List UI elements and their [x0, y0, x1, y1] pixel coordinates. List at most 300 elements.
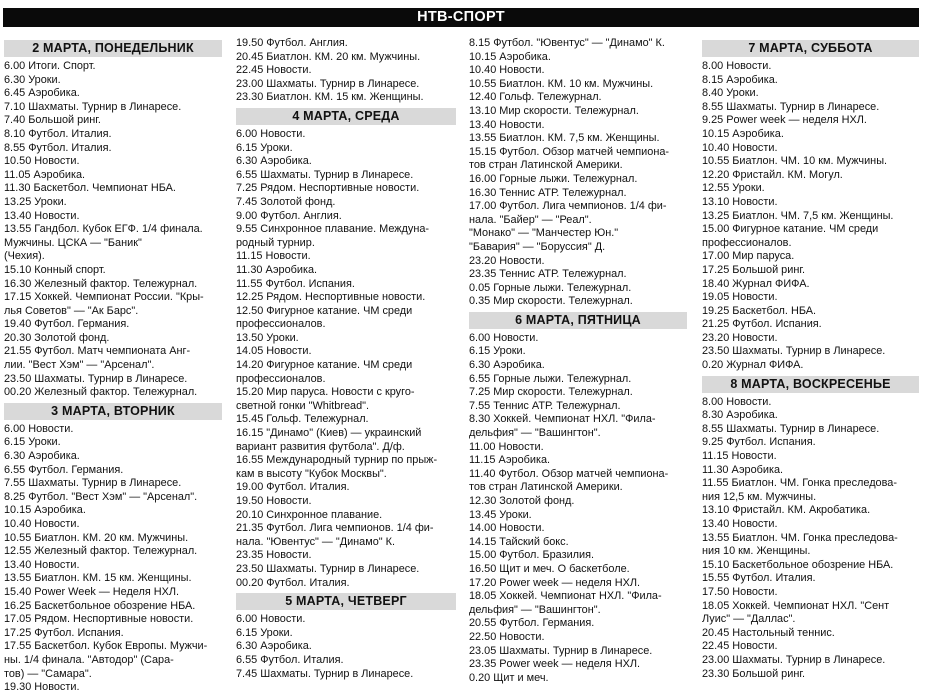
- channel-title: НТВ-СПОРТ: [3, 8, 919, 27]
- program-entry-line: нала. "Ювентус" — "Динамо" К.: [236, 535, 396, 548]
- program-entry: [4, 101, 222, 115]
- program-entry-line: 7.55 Шахматы. Турнир в Линаресе.: [4, 477, 182, 490]
- program-entry-line: 22.50 Новости.: [469, 630, 545, 643]
- program-entry-line: 16.55 Международный турнир по прыж-: [236, 454, 438, 467]
- program-entry-line: 19.05 Новости.: [702, 291, 778, 304]
- program-entry-line: 14.00 Новости.: [469, 522, 545, 535]
- program-entry: [469, 146, 687, 173]
- program-entry-line: 6.00 Новости.: [4, 422, 74, 435]
- program-entry: [469, 359, 687, 373]
- program-entry-line: 13.55 Биатлон. КМ. 15 км. Женщины.: [4, 572, 192, 585]
- day-header: 2 МАРТА, ПОНЕДЕЛЬНИК: [4, 40, 222, 57]
- program-entry: [469, 645, 687, 659]
- program-entry: [469, 509, 687, 523]
- program-entry: [236, 37, 456, 51]
- program-entry: [236, 78, 456, 92]
- program-entry: [469, 522, 687, 536]
- program-entry-line: 0.20 Щит и меч.: [469, 671, 549, 684]
- program-entry-line: 11.15 Новости.: [236, 250, 311, 263]
- program-entry: [4, 291, 222, 318]
- program-entry: [469, 617, 687, 631]
- program-entry-line: 10.40 Новости.: [469, 64, 545, 77]
- program-entry-line: 0.35 Мир скорости. Тележурнал.: [469, 295, 633, 308]
- program-entry-line: 11.30 Аэробика.: [702, 463, 784, 476]
- program-entry-line: 0.20 Журнал ФИФА.: [702, 359, 804, 372]
- program-entry: [236, 481, 456, 495]
- program-entry: [236, 345, 456, 359]
- program-entry-line: 10.50 Новости.: [4, 155, 80, 168]
- program-entry-line: 6.55 Футбол. Германия.: [4, 463, 124, 476]
- program-entry: [4, 386, 222, 400]
- program-entry: [4, 436, 222, 450]
- program-entry-line: 10.15 Аэробика.: [469, 50, 551, 63]
- program-entry-line: 9.25 Футбол. Испания.: [702, 436, 816, 449]
- program-entry: [236, 640, 456, 654]
- program-entry-line: 15.55 Футбол. Италия.: [702, 572, 816, 585]
- program-entry-line: 12.40 Гольф. Тележурнал.: [469, 91, 602, 104]
- program-entry-line: 10.55 Биатлон. КМ. 20 км. Мужчины.: [4, 531, 189, 544]
- program-entry: [469, 187, 687, 201]
- program-entry: [236, 613, 456, 627]
- program-entry: [469, 672, 687, 686]
- program-entry: [702, 305, 919, 319]
- program-entry: [469, 268, 687, 282]
- day-header: 8 МАРТА, ВОСКРЕСЕНЬЕ: [702, 376, 919, 393]
- program-entry-line: 13.10 Новости.: [702, 195, 778, 208]
- program-entry: [236, 128, 456, 142]
- program-entry: [469, 536, 687, 550]
- program-entry-line: 6.00 Итоги. Спорт.: [4, 60, 96, 72]
- program-entry: [702, 142, 919, 156]
- program-entry: [236, 522, 456, 549]
- program-entry: [702, 169, 919, 183]
- program-entry-line: 19.25 Баскетбол. НБА.: [702, 304, 817, 317]
- program-entry-line: 19.50 Футбол. Англия.: [236, 37, 348, 49]
- program-entry-line: 15.00 Футбол. Бразилия.: [469, 549, 595, 562]
- program-entry-line: 15.10 Баскетбольное обозрение НБА.: [702, 558, 894, 571]
- day-header: 4 МАРТА, СРЕДА: [236, 108, 456, 125]
- program-entry-line: 16.00 Горные лыжи. Тележурнал.: [469, 172, 638, 185]
- program-entry: [469, 255, 687, 269]
- program-entry: [4, 87, 222, 101]
- program-entry: [702, 668, 919, 682]
- program-entry-line: 17.15 Хоккей. Чемпионат России. "Кры-: [4, 291, 204, 304]
- program-entry: [469, 64, 687, 78]
- program-entry: [4, 155, 222, 169]
- program-entry-line: 11.30 Аэробика.: [236, 263, 318, 276]
- program-entry: [4, 559, 222, 573]
- program-entry-line: 17.20 Power week — неделя НХЛ.: [469, 576, 641, 589]
- program-entry-line: 11.30 Баскетбол. Чемпионат НБА.: [4, 182, 176, 195]
- program-entry: [4, 572, 222, 586]
- program-entry-line: 19.00 Футбол. Италия.: [236, 481, 350, 494]
- program-entry-line: 8.00 Новости.: [702, 60, 772, 72]
- program-entry: [702, 250, 919, 264]
- program-entry-line: 23.20 Новости.: [702, 331, 778, 344]
- program-entry-line: 15.15 Футбол. Обзор матчей чемпиона-: [469, 145, 670, 158]
- program-entry: [469, 441, 687, 455]
- program-entry: [469, 37, 687, 51]
- program-entry: [4, 318, 222, 332]
- program-entry: [236, 264, 456, 278]
- program-entry-line: 7.25 Мир скорости. Тележурнал.: [469, 386, 633, 399]
- day-section: [4, 403, 222, 690]
- program-entry: [469, 400, 687, 414]
- program-entry-line: вариант развития футбола". Д/ф.: [236, 440, 405, 453]
- program-entry: [702, 291, 919, 305]
- program-entry: [236, 169, 456, 183]
- program-entry: [4, 223, 222, 264]
- program-entry-line: "Монако" — "Манчестер Юн.": [469, 227, 619, 240]
- program-entry: [236, 182, 456, 196]
- program-entry-line: 14.15 Тайский бокс.: [469, 535, 569, 548]
- program-entry-line: "Бавария" — "Боруссия" Д.: [469, 240, 606, 253]
- program-entry: [702, 450, 919, 464]
- program-entry: [702, 345, 919, 359]
- program-entry-line: 18.40 Журнал ФИФА.: [702, 277, 810, 290]
- program-entry: [236, 142, 456, 156]
- program-entry-line: 6.55 Шахматы. Турнир в Линаресе.: [236, 168, 414, 181]
- program-entry-line: Луис" — "Даллас".: [702, 613, 796, 626]
- program-entry-line: 13.25 Биатлон. ЧМ. 7,5 км. Женщины.: [702, 209, 894, 222]
- program-entry: [4, 627, 222, 641]
- program-entry-line: 19.30 Новости.: [4, 681, 80, 690]
- program-entry-line: дельфия" — "Вашингтон".: [469, 427, 601, 440]
- program-entry-line: 23.00 Шахматы. Турнир в Линаресе.: [236, 77, 420, 90]
- program-entry: [469, 282, 687, 296]
- program-entry-line: профессионалов.: [236, 318, 326, 331]
- program-entry-line: 21.25 Футбол. Испания.: [702, 318, 822, 331]
- program-entry: [4, 464, 222, 478]
- program-entry-line: 13.55 Биатлон. КМ. 7,5 км. Женщины.: [469, 132, 660, 145]
- program-entry: [702, 396, 919, 410]
- program-entry: [702, 196, 919, 210]
- program-entry-line: нала. "Байер" — "Реал".: [469, 213, 592, 226]
- program-entry: [236, 155, 456, 169]
- program-entry-line: 16.30 Железный фактор. Тележурнал.: [4, 277, 198, 290]
- program-entry: [469, 78, 687, 92]
- program-entry: [469, 200, 687, 254]
- program-entry-line: 17.55 Баскетбол. Кубок Европы. Мужчи-: [4, 640, 208, 653]
- program-entry: [4, 423, 222, 437]
- day-section: [702, 40, 919, 373]
- program-entry: [469, 119, 687, 133]
- program-entry-line: 13.55 Биатлон. ЧМ. Гонка преследова-: [702, 531, 898, 544]
- program-entry-line: дельфия" — "Вашингтон".: [469, 603, 601, 616]
- program-entry-line: 15.20 Мир паруса. Новости с круго-: [236, 386, 415, 399]
- program-entry: [469, 563, 687, 577]
- program-entry-line: 16.25 Баскетбольное обозрение НБА.: [4, 599, 196, 612]
- program-entry-line: 6.30 Аэробика.: [236, 640, 312, 653]
- program-entry: [469, 295, 687, 309]
- program-entry: [236, 278, 456, 292]
- program-entry-line: 20.55 Футбол. Германия.: [469, 617, 595, 630]
- program-entry-line: ния 12,5 км. Мужчины.: [702, 490, 817, 503]
- program-entry: [4, 182, 222, 196]
- program-entry-line: 6.00 Новости.: [469, 331, 539, 344]
- program-entry-line: 8.15 Аэробика.: [702, 73, 778, 86]
- program-entry: [4, 332, 222, 346]
- program-entry-line: профессионалов.: [702, 236, 792, 249]
- program-entry-line: тов) — "Самара".: [4, 667, 92, 680]
- program-entry-line: родный турнир.: [236, 236, 315, 249]
- program-entry-line: 18.05 Хоккей. Чемпионат НХЛ. "Сент: [702, 599, 890, 612]
- program-entry-line: 20.10 Синхронное плавание.: [236, 508, 383, 521]
- program-entry-line: 6.30 Аэробика.: [469, 359, 545, 372]
- program-entry: [469, 91, 687, 105]
- program-entry-line: 0.05 Горные лыжи. Тележурнал.: [469, 281, 632, 294]
- program-entry-line: 23.50 Шахматы. Турнир в Линаресе.: [702, 345, 886, 358]
- program-entry: [702, 532, 919, 559]
- program-entry: [4, 74, 222, 88]
- program-entry-line: 8.40 Уроки.: [702, 87, 759, 100]
- program-entry: [702, 278, 919, 292]
- program-entry-line: 21.35 Футбол. Лига чемпионов. 1/4 фи-: [236, 522, 434, 535]
- program-entry: [236, 577, 456, 591]
- program-entry: [4, 600, 222, 614]
- program-entry: [469, 658, 687, 672]
- program-entry-line: 8.00 Новости.: [702, 395, 772, 408]
- program-entry-line: 10.55 Биатлон. КМ. 10 км. Мужчины.: [469, 77, 654, 90]
- program-entry-line: 20.30 Золотой фонд.: [4, 331, 110, 344]
- program-entry-line: 12.50 Фигурное катание. ЧМ среди: [236, 304, 413, 317]
- program-entry: [702, 60, 919, 74]
- program-entry-line: 21.55 Футбол. Матч чемпионата Анг-: [4, 345, 191, 358]
- program-entry-line: 15.45 Гольф. Тележурнал.: [236, 413, 369, 426]
- program-entry-line: 23.50 Шахматы. Турнир в Линаресе.: [4, 372, 188, 385]
- program-entry-line: 6.45 Аэробика.: [4, 87, 80, 100]
- program-entry: [702, 518, 919, 532]
- program-entry-line: 6.15 Уроки.: [236, 141, 293, 154]
- day-section: [236, 593, 456, 681]
- program-entry: [469, 173, 687, 187]
- program-entry: [4, 586, 222, 600]
- program-entry: [236, 359, 456, 386]
- program-entry: [236, 196, 456, 210]
- program-entry-line: 13.10 Мир скорости. Тележурнал.: [469, 104, 639, 117]
- program-entry-line: 13.50 Уроки.: [236, 331, 299, 344]
- program-entry-line: 11.15 Новости.: [702, 450, 777, 463]
- program-entry-line: 23.30 Биатлон. КМ. 15 км. Женщины.: [236, 91, 424, 104]
- program-entry: [4, 545, 222, 559]
- program-entry: [4, 345, 222, 372]
- program-entry: [469, 495, 687, 509]
- program-entry-line: (Чехия).: [4, 250, 45, 263]
- program-entry: [236, 291, 456, 305]
- day-header: 3 МАРТА, ВТОРНИК: [4, 403, 222, 420]
- program-entry-line: 11.40 Футбол. Обзор матчей чемпиона-: [469, 467, 669, 480]
- program-entry-line: 15.40 Power Week — Неделя НХЛ.: [4, 585, 180, 598]
- program-entry-line: 16.50 Щит и меч. О баскетболе.: [469, 562, 630, 575]
- program-entry: [4, 114, 222, 128]
- program-entry-line: 10.15 Аэробика.: [702, 127, 784, 140]
- program-entry: [236, 668, 456, 682]
- program-entry: [236, 223, 456, 250]
- program-entry: [4, 169, 222, 183]
- day-section: [469, 37, 687, 309]
- program-entry-line: 23.30 Большой ринг.: [702, 667, 805, 680]
- program-entry-line: 23.50 Шахматы. Турнир в Линаресе.: [236, 562, 420, 575]
- program-entry: [469, 549, 687, 563]
- day-section: [236, 37, 456, 105]
- program-entry: [702, 128, 919, 142]
- program-entry: [702, 559, 919, 573]
- program-entry-line: 7.10 Шахматы. Турнир в Линаресе.: [4, 100, 182, 113]
- program-entry: [702, 332, 919, 346]
- program-entry: [236, 413, 456, 427]
- program-entry-line: тов стран Латинской Америки.: [469, 159, 623, 172]
- program-entry: [236, 64, 456, 78]
- program-entry-line: 6.15 Уроки.: [236, 626, 293, 639]
- program-entry: [469, 577, 687, 591]
- program-entry-line: 8.55 Футбол. Италия.: [4, 141, 112, 154]
- program-entry-line: 16.15 "Динамо" (Киев) — украинский: [236, 427, 422, 440]
- program-entry-line: 22.45 Новости.: [236, 64, 312, 77]
- program-entry-line: 6.15 Уроки.: [4, 436, 61, 449]
- program-entry: [702, 654, 919, 668]
- program-entry: [702, 409, 919, 423]
- program-entry-line: 12.20 Фристайл. КМ. Могул.: [702, 168, 843, 181]
- program-entry: [4, 278, 222, 292]
- program-entry: [702, 264, 919, 278]
- program-entry: [702, 477, 919, 504]
- program-entry-line: 9.00 Футбол. Англия.: [236, 209, 342, 222]
- program-entry: [469, 468, 687, 495]
- program-entry-line: 20.45 Биатлон. КМ. 20 км. Мужчины.: [236, 50, 421, 63]
- program-entry-line: 23.05 Шахматы. Турнир в Линаресе.: [469, 644, 653, 657]
- program-entry: [702, 223, 919, 250]
- program-entry-line: 18.05 Хоккей. Чемпионат НХЛ. "Фила-: [469, 590, 662, 603]
- program-entry-line: Мужчины. ЦСКА — "Баник": [4, 236, 142, 249]
- program-entry: [4, 640, 222, 681]
- program-entry-line: 13.40 Новости.: [469, 118, 545, 131]
- program-entry: [236, 210, 456, 224]
- program-entry-line: 23.20 Новости.: [469, 254, 545, 267]
- program-entry-line: кам в высоту "Кубок Москвы".: [236, 467, 387, 480]
- program-entry: [702, 318, 919, 332]
- program-entry: [469, 345, 687, 359]
- program-entry: [702, 74, 919, 88]
- program-entry: [469, 386, 687, 400]
- program-entry-line: 6.30 Уроки.: [4, 73, 61, 86]
- program-entry: [4, 681, 222, 690]
- program-entry: [4, 504, 222, 518]
- program-entry: [4, 450, 222, 464]
- program-entry-line: лья Советов" — "Ак Барс".: [4, 304, 139, 317]
- program-entry-line: 6.30 Аэробика.: [4, 450, 80, 463]
- program-entry: [4, 210, 222, 224]
- program-entry-line: 8.10 Футбол. Италия.: [4, 127, 112, 140]
- program-entry-line: 6.55 Горные лыжи. Тележурнал.: [469, 372, 632, 385]
- program-entry: [4, 196, 222, 210]
- program-entry-line: 7.40 Большой ринг.: [4, 114, 101, 127]
- program-entry: [4, 532, 222, 546]
- program-entry: [4, 128, 222, 142]
- program-entry: [702, 464, 919, 478]
- program-entry-line: 13.45 Уроки.: [469, 508, 532, 521]
- program-entry: [4, 60, 222, 74]
- program-entry: [469, 373, 687, 387]
- program-entry-line: 23.35 Power week — неделя НХЛ.: [469, 658, 641, 671]
- program-entry: [4, 491, 222, 505]
- program-entry-line: лии. "Вест Хэм" — "Арсенал".: [4, 359, 155, 372]
- program-entry-line: 9.25 Power week — неделя НХЛ.: [702, 114, 867, 127]
- program-entry-line: 7.45 Шахматы. Турнир в Линаресе.: [236, 667, 414, 680]
- program-entry-line: 12.55 Уроки.: [702, 182, 765, 195]
- program-entry-line: 11.00 Новости.: [469, 440, 544, 453]
- program-entry: [236, 563, 456, 577]
- program-entry: [702, 155, 919, 169]
- program-entry-line: 6.00 Новости.: [236, 127, 306, 140]
- program-entry: [702, 600, 919, 627]
- program-entry-line: 17.00 Мир паруса.: [702, 250, 795, 263]
- program-entry: [469, 454, 687, 468]
- program-entry-line: 17.25 Большой ринг.: [702, 263, 805, 276]
- program-entry-line: 19.40 Футбол. Германия.: [4, 318, 130, 331]
- program-entry: [702, 114, 919, 128]
- day-section: [469, 312, 687, 685]
- program-entry-line: 8.25 Футбол. "Вест Хэм" — "Арсенал".: [4, 490, 198, 503]
- program-entry-line: 6.15 Уроки.: [469, 345, 526, 358]
- program-entry-line: 8.15 Футбол. "Ювентус" — "Динамо" К.: [469, 37, 665, 49]
- day-header: 6 МАРТА, ПЯТНИЦА: [469, 312, 687, 329]
- program-entry: [236, 305, 456, 332]
- program-entry: [469, 105, 687, 119]
- program-entry-line: профессионалов.: [236, 372, 326, 385]
- schedule-column-3: [469, 37, 687, 685]
- schedule-column-4: [702, 37, 919, 681]
- program-entry-line: 17.00 Футбол. Лига чемпионов. 1/4 фи-: [469, 200, 667, 213]
- program-entry: [236, 495, 456, 509]
- program-entry: [702, 504, 919, 518]
- program-entry-line: 11.55 Биатлон. ЧМ. Гонка преследова-: [702, 477, 897, 490]
- program-entry-line: 10.15 Аэробика.: [4, 504, 86, 517]
- program-entry: [702, 87, 919, 101]
- program-entry-line: 6.00 Новости.: [236, 613, 306, 626]
- program-entry-line: 6.55 Футбол. Италия.: [236, 653, 344, 666]
- program-entry: [469, 413, 687, 440]
- program-entry-line: 8.55 Шахматы. Турнир в Линаресе.: [702, 100, 880, 113]
- program-entry: [236, 51, 456, 65]
- program-entry: [702, 210, 919, 224]
- program-entry-line: 7.45 Золотой фонд.: [236, 195, 336, 208]
- program-entry-line: 10.40 Новости.: [702, 141, 778, 154]
- schedule-column-2: [236, 37, 456, 681]
- program-entry: [236, 627, 456, 641]
- program-entry-line: 14.05 Новости.: [236, 345, 312, 358]
- program-entry: [702, 359, 919, 373]
- program-entry: [4, 477, 222, 491]
- program-entry-line: 12.30 Золотой фонд.: [469, 495, 575, 507]
- program-entry-line: 15.00 Фигурное катание. ЧМ среди: [702, 223, 879, 236]
- program-entry: [702, 640, 919, 654]
- program-entry-line: 00.20 Футбол. Италия.: [236, 576, 350, 589]
- program-entry-line: 13.40 Новости.: [4, 209, 80, 222]
- program-entry-line: 23.35 Теннис АТР. Тележурнал.: [469, 268, 627, 281]
- program-entry-line: 8.30 Аэробика.: [702, 409, 778, 422]
- program-entry-line: тов стран Латинской Америки.: [469, 481, 623, 494]
- day-section: [702, 376, 919, 681]
- program-entry: [4, 373, 222, 387]
- program-entry-line: 11.05 Аэробика.: [4, 168, 86, 181]
- program-entry: [236, 654, 456, 668]
- program-entry-line: 14.20 Фигурное катание. ЧМ среди: [236, 359, 413, 372]
- program-entry-line: 12.25 Рядом. Неспортивные новости.: [236, 291, 426, 304]
- program-entry-line: 10.40 Новости.: [4, 518, 80, 530]
- program-entry: [4, 613, 222, 627]
- program-entry-line: 10.55 Биатлон. ЧМ. 10 км. Мужчины.: [702, 155, 888, 168]
- program-entry: [4, 264, 222, 278]
